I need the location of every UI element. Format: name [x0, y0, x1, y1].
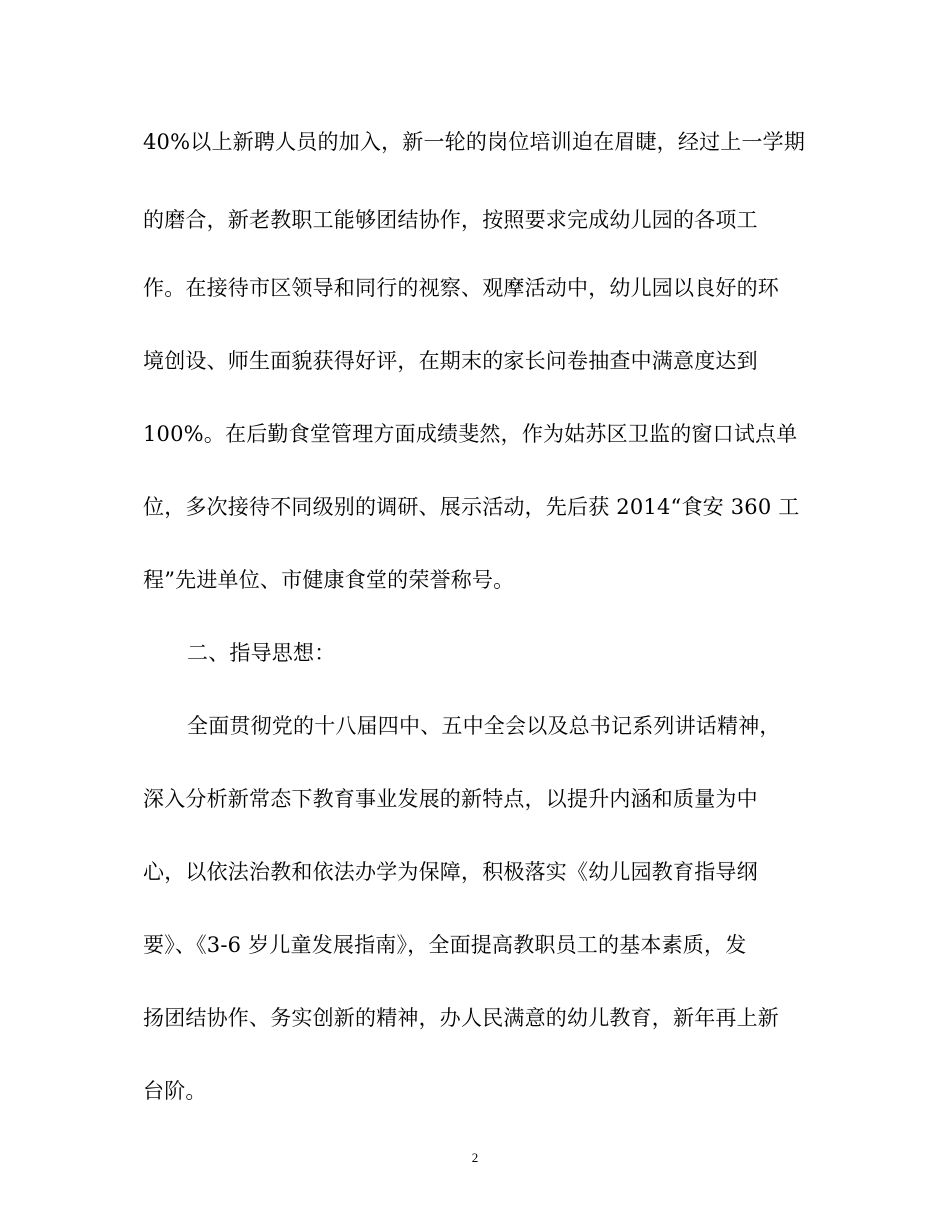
paragraph-line-4: 境创设、师生面貌获得好评，在期末的家长问卷抽查中满意度达到 [143, 349, 758, 373]
paragraph-line-13: 台阶。 [143, 1079, 207, 1103]
paragraph-line-12: 扬团结协作、务实创新的精神，办人民满意的幼儿教育，新年再上新 [143, 1006, 779, 1030]
paragraph-line-3: 作。在接待市区领导和同行的视察、观摩活动中，幼儿园以良好的环 [143, 276, 779, 300]
paragraph-line-2: 的磨合，新老教职工能够团结协作，按照要求完成幼儿园的各项工 [143, 208, 758, 232]
paragraph-line-9: 深入分析新常态下教育事业发展的新特点，以提升内涵和质量为中 [143, 787, 758, 811]
paragraph-line-11: 要》、《3-6 岁儿童发展指南》，全面提高教职员工的基本素质，发 [143, 933, 747, 957]
paragraph-line-6: 位，多次接待不同级别的调研、展示活动，先后获 2014“食安 360 工 [143, 495, 800, 519]
page-number: 2 [471, 1150, 479, 1165]
paragraph-line-7: 程”先进单位、市健康食堂的荣誉称号。 [143, 568, 515, 592]
section-heading: 二、指导思想： [187, 641, 336, 665]
paragraph-line-8: 全面贯彻党的十八届四中、五中全会以及总书记系列讲话精神， [187, 714, 781, 738]
paragraph-line-5: 100%。在后勤食堂管理方面成绩斐然，作为姑苏区卫监的窗口试点单 [143, 422, 798, 446]
paragraph-line-1: 40%以上新聘人员的加入，新一轮的岗位培训迫在眉睫，经过上一学期 [143, 130, 806, 154]
paragraph-line-10: 心，以依法治教和依法办学为保障，积极落实《幼儿园教育指导纲 [143, 860, 758, 884]
